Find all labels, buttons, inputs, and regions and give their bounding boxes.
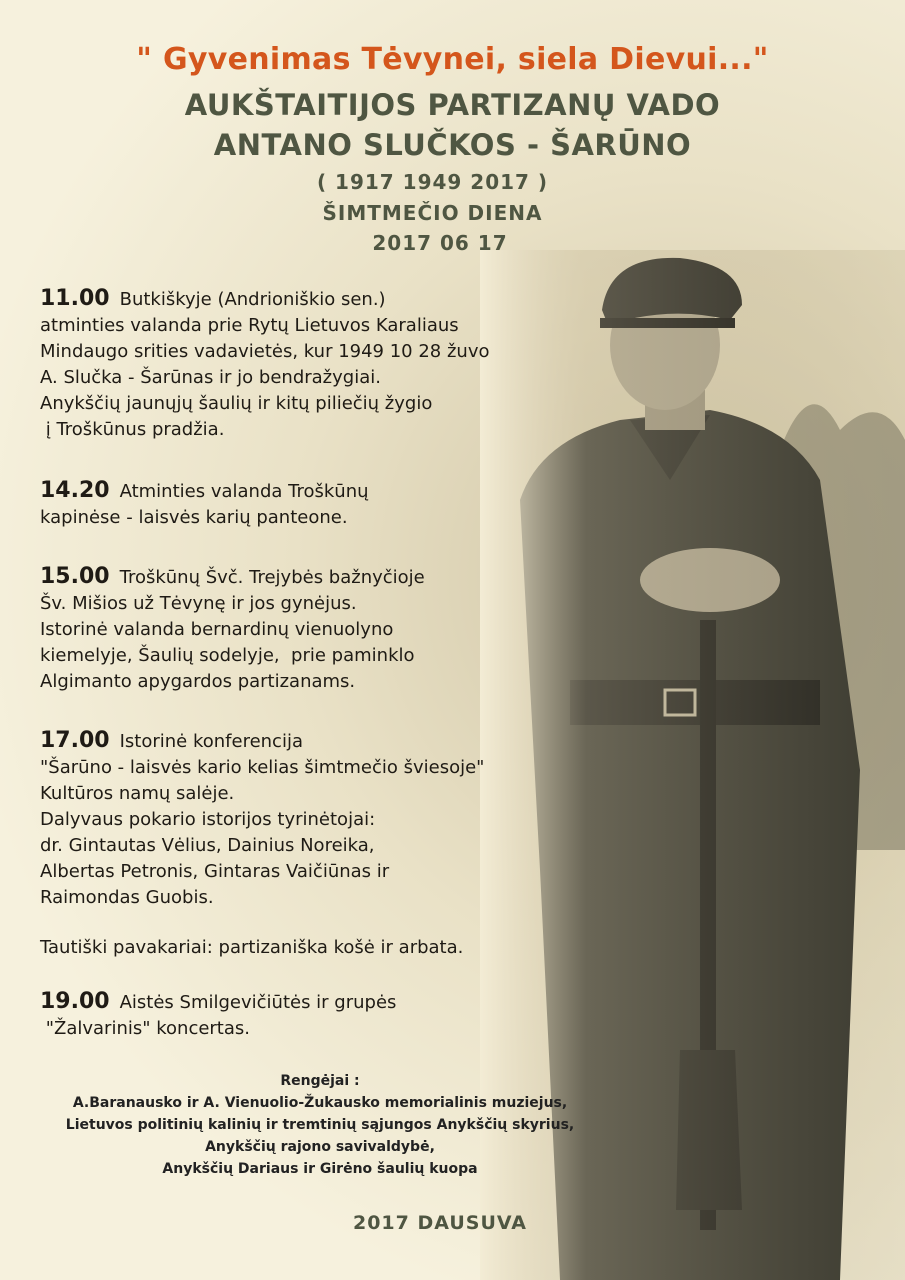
program-line: Anykščių jaunųjų šaulių ir kitų piliečių žygio — [40, 393, 433, 414]
program-time: 17.00 — [40, 728, 110, 753]
program-item — [40, 728, 484, 911]
title-quote: " Gyvenimas Tėvynei, siela Dievui..." — [136, 42, 769, 77]
program-line: Mindaugo srities vadavietės, kur 1949 10 28 žuvo — [40, 341, 490, 362]
program-line: Tautiški pavakariai: partizaniška košė ir arbata. — [40, 937, 464, 958]
organizers-heading: Rengėjai : — [280, 1073, 360, 1089]
program-line: Dalyvaus pokario istorijos tyrinėtojai: — [40, 809, 376, 830]
program-line: "Žalvarinis" koncertas. — [40, 1018, 250, 1039]
event-date: 2017 06 17 — [372, 231, 508, 255]
program-time: 11.00 — [40, 286, 110, 311]
program-line: Raimondas Guobis. — [40, 887, 214, 908]
organizers — [0, 1070, 640, 1180]
program-line: A. Slučka - Šarūnas ir jo bendražygiai. — [40, 367, 381, 388]
title-line-1: AUKŠTAITIJOS PARTIZANŲ VADO — [184, 88, 721, 122]
program-line: kiemelyje, Šaulių sodelyje, prie paminklo — [40, 645, 415, 666]
program-line: Istorinė konferencija — [119, 731, 303, 752]
program-line: kapinėse - laisvės karių panteone. — [40, 507, 348, 528]
program-line: atminties valanda prie Rytų Lietuvos Karaliaus — [40, 315, 459, 336]
title-line-2: ANTANO SLUČKOS - ŠARŪNO — [213, 128, 692, 162]
organizer-line: A.Baranausko ir A. Vienuolio-Žukausko memorialinis muziejus, — [72, 1095, 568, 1111]
program-line: dr. Gintautas Vėlius, Dainius Noreika, — [40, 835, 375, 856]
program-line: Butkiškyje (Andrioniškio sen.) — [119, 289, 386, 310]
program-line: Albertas Petronis, Gintaras Vaičiūnas ir — [40, 861, 390, 882]
program-line: Istorinė valanda bernardinų vienuolyno — [40, 619, 394, 640]
footer-place-year: 2017 DAUSUVA — [352, 1212, 528, 1234]
organizer-line: Anykščių rajono savivaldybė, — [205, 1139, 435, 1155]
program-line: Algimanto apygardos partizanams. — [40, 671, 356, 692]
event-name: ŠIMTMEČIO DIENA — [322, 201, 543, 225]
organizer-line: Anykščių Dariaus ir Girėno šaulių kuopa — [162, 1161, 478, 1177]
program-line: "Šarūno - laisvės kario kelias šimtmečio šviesoje" — [40, 757, 485, 778]
program-time: 15.00 — [40, 564, 110, 589]
program-item — [40, 989, 396, 1042]
program-item — [40, 564, 425, 695]
program-line: Šv. Mišios už Tėvynę ir jos gynėjus. — [40, 593, 357, 614]
program-item — [40, 286, 490, 443]
program-line: Kultūros namų salėje. — [40, 783, 235, 804]
organizer-line: Lietuvos politinių kalinių ir tremtinių sąjungos Anykščių skyrius, — [65, 1117, 575, 1133]
program-time: 19.00 — [40, 989, 110, 1014]
years: ( 1917 1949 2017 ) — [316, 170, 549, 194]
program-line: Aistės Smilgevičiūtės ir grupės — [119, 992, 397, 1013]
program-item — [40, 935, 463, 961]
program-item — [40, 478, 369, 531]
program-time: 14.20 — [40, 478, 110, 503]
program-line: Atminties valanda Troškūnų — [119, 481, 369, 502]
program-line: Troškūnų Švč. Trejybės bažnyčioje — [119, 567, 425, 588]
program-line: į Troškūnus pradžia. — [40, 419, 225, 440]
